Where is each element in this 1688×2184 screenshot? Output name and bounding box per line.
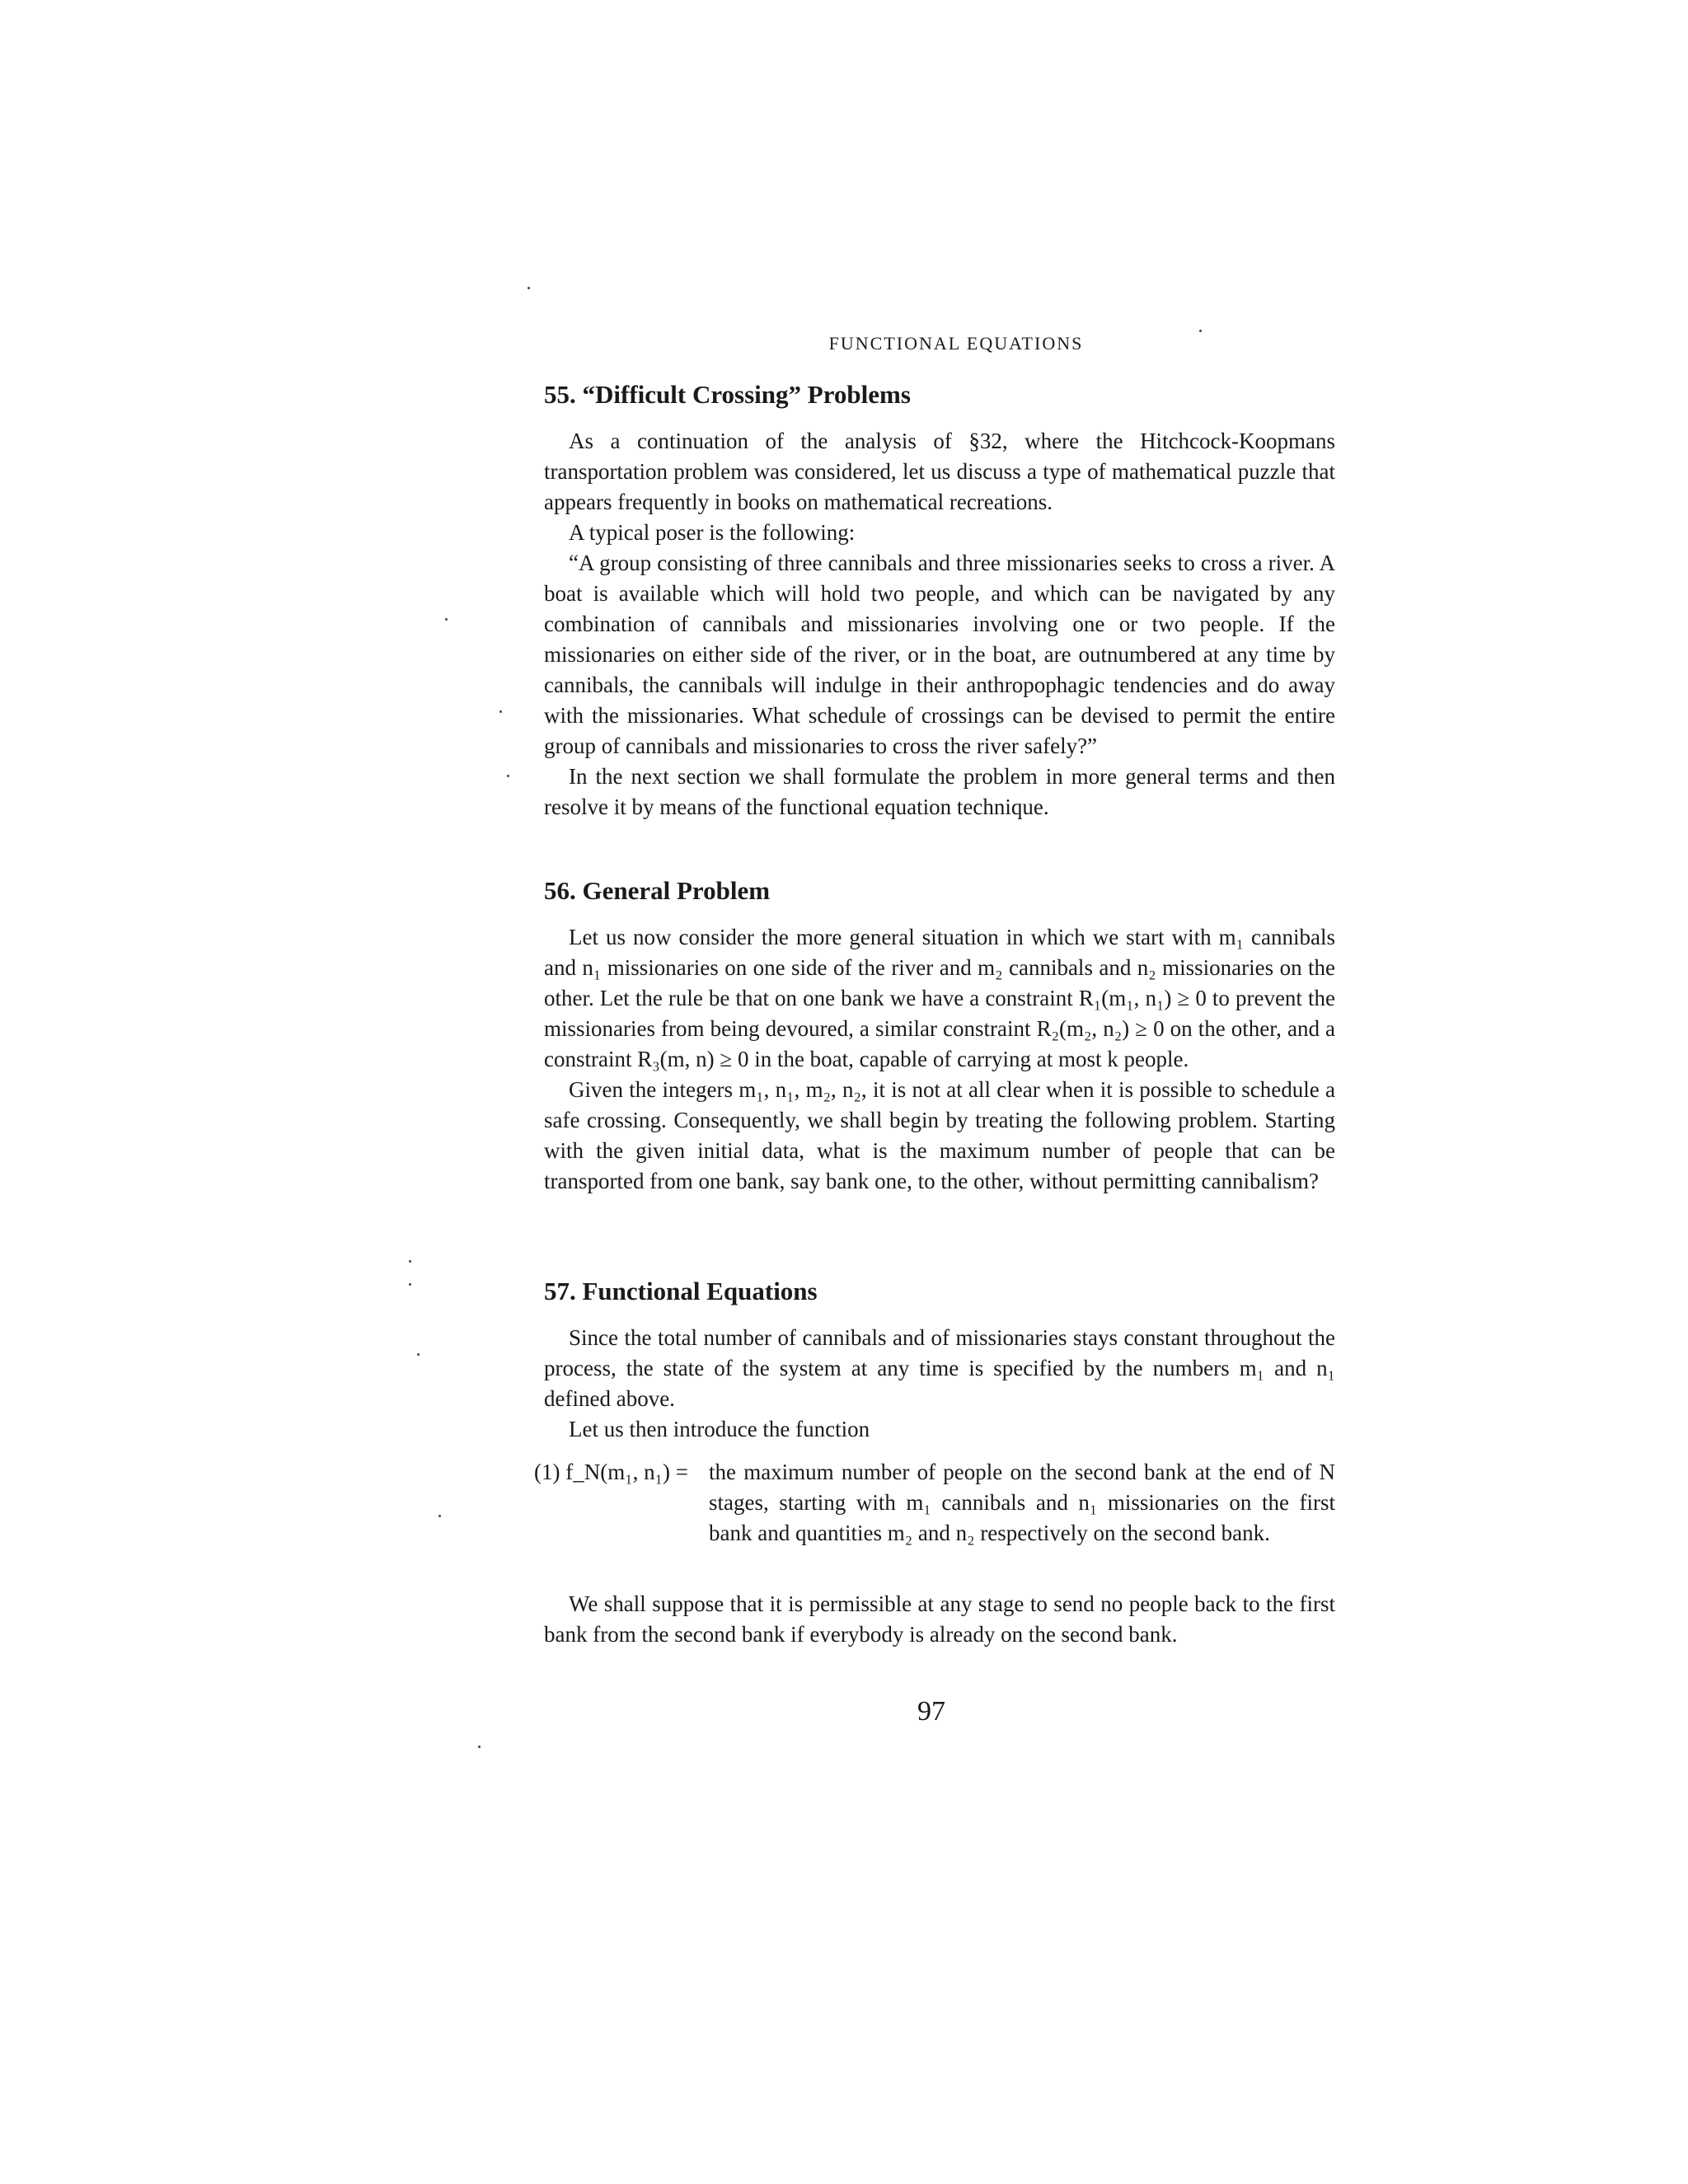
running-head: FUNCTIONAL EQUATIONS	[828, 333, 1084, 354]
paragraph: Let us now consider the more general situation in which we start with m₁ cannibals and n₁ missionaries on one side of the river and m₂ cannibals and n₂ missionaries on the other. Let the rule be that on one bank we have a constraint R₁(m₁, n₁) ≥ 0 to prevent the missionaries from being devoured, a similar constraint R₂(m₂, n₂) ≥ 0 on the other, and a constraint R₃(m, n) ≥ 0 in the boat, capable of carrying at most k people.	[544, 925, 1335, 1071]
paragraph: We shall suppose that it is permissible at any stage to send no people back to the first bank from the second bank if everybody is already on the second bank.	[544, 1591, 1335, 1647]
section-heading: 57. Functional Equations	[544, 1277, 818, 1305]
paragraph: A typical poser is the following:	[569, 520, 856, 545]
page-number: 97	[917, 1696, 945, 1727]
scan-speck	[499, 710, 502, 713]
section-57-body	[544, 1323, 1335, 1445]
section-heading: 56. General Problem	[544, 876, 771, 905]
paragraph: Given the integers m₁, n₁, m₂, n₂, it is not at all clear when it is possible to schedule a safe crossing. Consequently, we shall begin by treating the following problem. Starting with the given initial data, what is the maximum number of people that can be transported from one bank, say bank one, to the other, without permitting cannibalism?	[544, 1077, 1335, 1193]
section-57-closing	[544, 1589, 1335, 1650]
paragraph: Since the total number of cannibals and of missionaries stays constant throughout the process, the state of the system at any time is specified by the numbers m₁ and n₁ defined above.	[544, 1325, 1335, 1411]
equation-label: (1) f_N(m₁, n₁) =	[534, 1460, 689, 1484]
block-quote: “A group consisting of three cannibals and three missionaries seeks to cross a river. A boat is available which will hold two people, and which can be navigated by any combination of cannibals and missionaries involving one or two people. If the missionaries on either side of the river, or in the boat, are outnumbered at any time by cannibals, the cannibals will indulge in their anthropophagic tendencies and do away with the missionaries. What schedule of crossings can be devised to permit the entire group of cannibals and missionaries to cross the river safely?”	[544, 551, 1335, 758]
scan-speck	[409, 1283, 411, 1286]
scan-speck	[1199, 330, 1202, 332]
scan-speck	[528, 287, 530, 289]
section-56-body	[544, 922, 1335, 1197]
paragraph: In the next section we shall formulate the problem in more general terms and then resolve it by means of the functional equation technique.	[544, 764, 1335, 819]
equation-definition: the maximum number of people on the second bank at the end of N stages, starting with m₁ cannibals and n₁ missionaries on the first bank and quantities m₂ and n₂ respectively on the second bank.	[709, 1460, 1335, 1545]
section-heading: 55. “Difficult Crossing” Problems	[544, 380, 911, 409]
paragraph: As a continuation of the analysis of §32, where the Hitchcock-Koopmans transportation problem was considered, let us discuss a type of mathematical puzzle that appears frequently in books on mathematical recreations.	[544, 429, 1335, 514]
paragraph: Let us then introduce the function	[569, 1417, 870, 1441]
scan-speck	[478, 1746, 481, 1748]
scan-speck	[507, 775, 509, 777]
section-55-body	[544, 426, 1335, 823]
scan-speck	[445, 618, 448, 621]
scan-speck	[438, 1515, 441, 1517]
section-56	[544, 874, 1335, 908]
section-57	[544, 1274, 1335, 1309]
scan-speck	[409, 1260, 411, 1263]
section-55	[544, 377, 1335, 412]
scan-speck	[417, 1353, 420, 1356]
